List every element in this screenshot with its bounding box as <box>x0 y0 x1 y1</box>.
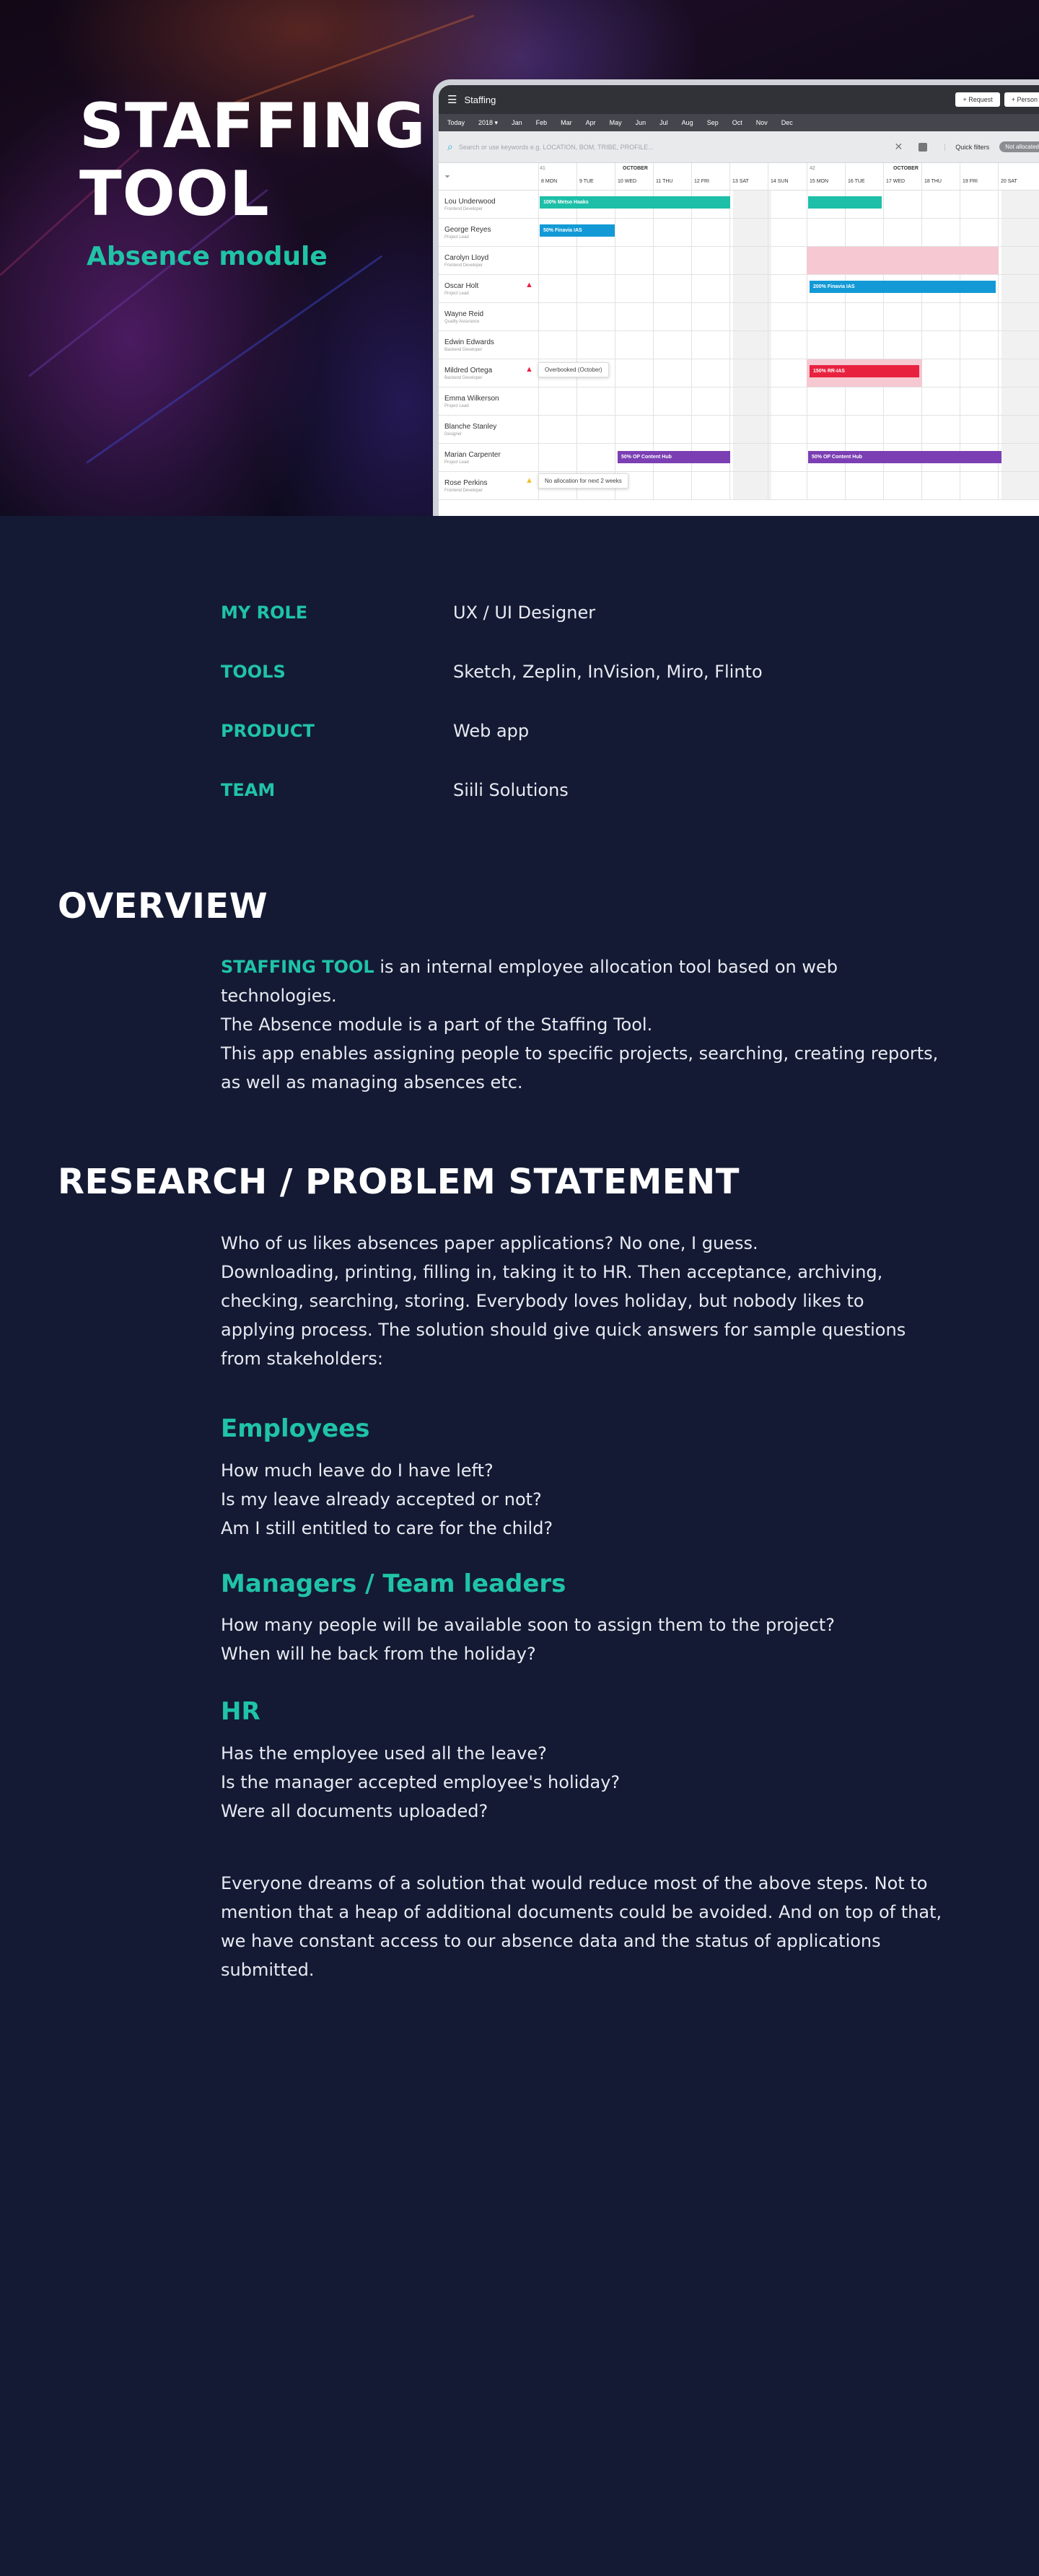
person-name: Carolyn Lloyd <box>444 254 489 262</box>
person-name: Mildred Ortega <box>444 367 493 374</box>
overview-text <box>221 952 942 1097</box>
question: Were all documents uploaded? <box>221 1801 488 1821</box>
person-role: Quality Assurance <box>444 320 480 324</box>
question: Has the employee used all the leave? <box>221 1743 547 1764</box>
month-tab[interactable]: Sep <box>706 119 719 126</box>
person-role: Project Lead <box>444 460 469 465</box>
month-tab[interactable]: Apr <box>585 119 596 126</box>
person-role: Frontend Developer <box>444 263 483 268</box>
meta-value: Sketch, Zeplin, InVision, Miro, Flinto <box>453 662 763 682</box>
day-label: 16 TUE <box>848 179 865 184</box>
day-label: 17 WED <box>886 179 906 184</box>
closing-text: Everyone dreams of a solution that would reduce most of the above steps. Not to mention that a heap of additional documents could be avoided. And on top of that, we have constant access to our absence data and the status of applications submitted. <box>221 1873 942 1980</box>
quick-filters-label: Quick filters <box>944 144 989 151</box>
hr-questions <box>221 1739 942 1826</box>
day-label: 18 THU <box>924 179 942 184</box>
question: How many people will be available soon to assign them to the project? <box>221 1615 836 1635</box>
person-name: Edwin Edwards <box>444 338 494 346</box>
project-meta <box>221 603 763 839</box>
allocation-bar[interactable]: 100% Metso Haaks <box>540 196 730 209</box>
question: How much leave do I have left? <box>221 1460 494 1481</box>
month-tab[interactable]: Jun <box>635 119 646 126</box>
research-intro <box>221 1229 942 1373</box>
overview-line: This app enables assigning people to specific projects, searching, creating reports, as well as managing absences etc. <box>221 1043 939 1092</box>
overview-line <box>221 952 942 1010</box>
month-tab[interactable]: Dec <box>781 119 793 126</box>
month-label: OCTOBER <box>893 166 919 171</box>
save-icon[interactable] <box>919 143 927 152</box>
day-label: 10 WED <box>618 179 637 184</box>
question: When will he back from the holiday? <box>221 1644 536 1664</box>
calendar-header <box>439 163 1039 190</box>
day-label: 12 FRI <box>694 179 710 184</box>
day-label: 19 FRI <box>963 179 978 184</box>
person-name: Rose Perkins <box>444 479 488 487</box>
person-name: Lou Underwood <box>444 198 496 206</box>
app-title: Staffing <box>464 94 496 105</box>
filter-icon[interactable]: ⏷ <box>444 173 450 181</box>
meta-row <box>221 780 763 839</box>
day-label: 9 TUE <box>579 179 594 184</box>
allocation-bar[interactable]: 50% OP Content Hub <box>618 451 730 463</box>
day-label: 8 MON <box>541 179 558 184</box>
table-row[interactable] <box>439 387 1039 416</box>
hero-title-line: TOOL <box>79 158 270 230</box>
year-select[interactable]: 2018 ▾ <box>478 118 499 126</box>
person-role: Backend Developer <box>444 348 483 352</box>
meta-value: UX / UI Designer <box>453 603 596 623</box>
managers-questions <box>221 1611 942 1668</box>
meta-row <box>221 721 763 780</box>
month-tab[interactable]: Jul <box>659 119 668 126</box>
person-role: Frontend Developer <box>444 489 483 493</box>
allocation-bar[interactable]: 50% OP Content Hub <box>808 451 1001 463</box>
person-role: Designer <box>444 432 462 437</box>
day-label: 11 THU <box>656 179 673 184</box>
allocation-bar[interactable] <box>808 196 882 209</box>
add-person-button[interactable]: + Person <box>1004 92 1039 107</box>
overview-heading: OVERVIEW <box>58 886 268 926</box>
person-name: George Reyes <box>444 226 491 234</box>
search-bar <box>439 131 1039 163</box>
meta-row <box>221 603 763 662</box>
month-tab[interactable]: Aug <box>681 119 693 126</box>
table-row[interactable] <box>439 444 1039 472</box>
person-name: Wayne Reid <box>444 310 484 318</box>
week-number: 41 <box>540 166 545 171</box>
table-row[interactable] <box>439 247 1039 275</box>
table-row[interactable] <box>439 472 1039 500</box>
question: Is my leave already accepted or not? <box>221 1489 542 1510</box>
table-row[interactable] <box>439 219 1039 247</box>
day-label: 14 SUN <box>771 179 789 184</box>
employees-heading: Employees <box>221 1414 370 1443</box>
allocation-bar[interactable]: 50% Finavia IAS <box>540 224 615 237</box>
warning-icon[interactable]: ▲ <box>525 476 533 485</box>
search-icon: ⌕ <box>447 141 453 152</box>
day-label: 15 MON <box>810 179 829 184</box>
hr-heading: HR <box>221 1697 260 1726</box>
meta-key: PRODUCT <box>221 721 315 741</box>
table-row[interactable] <box>439 275 1039 303</box>
app-mockup <box>433 79 1039 516</box>
search-input[interactable]: Search or use keywords e.g. LOCATION, BOM, TRIBE, PROFILE... <box>458 143 654 151</box>
warning-icon[interactable]: ▲ <box>525 281 533 289</box>
no-allocation-tooltip: No allocation for next 2 weeks <box>538 473 628 489</box>
overview-line-text: is an internal employee allocation tool based on web technologies. <box>221 957 838 1006</box>
hamburger-menu-icon[interactable]: ☰ <box>447 94 457 106</box>
allocation-bar[interactable]: 150% RR-IAS <box>810 365 919 377</box>
hero-title <box>79 92 426 228</box>
meta-value: Siili Solutions <box>453 780 569 800</box>
person-name: Oscar Holt <box>444 282 479 290</box>
research-intro-line: Who of us likes absences paper applications? No one, I guess. <box>221 1233 758 1253</box>
meta-value: Web app <box>453 721 530 741</box>
month-label: OCTOBER <box>623 166 648 171</box>
employees-questions <box>221 1456 942 1543</box>
week-number: 42 <box>810 166 815 171</box>
app-topbar <box>439 85 1039 114</box>
overbooked-tooltip: Overbooked (October) <box>538 362 609 377</box>
meta-key: TEAM <box>221 780 276 800</box>
person-name: Marian Carpenter <box>444 451 501 459</box>
light-streak <box>86 255 382 463</box>
hero-title-line: STAFFING <box>79 90 426 162</box>
today-button[interactable]: Today <box>447 119 465 126</box>
meta-key: MY ROLE <box>221 603 308 623</box>
hero-subtitle: Absence module <box>87 242 328 271</box>
question: Is the manager accepted employee's holiday? <box>221 1772 621 1792</box>
managers-heading: Managers / Team leaders <box>221 1569 566 1598</box>
month-tab[interactable]: Oct <box>732 119 742 126</box>
hero <box>0 0 1039 516</box>
warning-icon[interactable]: ▲ <box>525 365 533 374</box>
month-tab[interactable]: Jan <box>512 119 522 126</box>
request-button[interactable]: + Request <box>955 92 999 107</box>
table-row[interactable] <box>439 359 1039 387</box>
person-role: Backend Developer <box>444 376 483 380</box>
table-row[interactable] <box>439 303 1039 331</box>
product-name: STAFFING TOOL <box>221 957 374 977</box>
research-heading: RESEARCH / PROBLEM STATEMENT <box>58 1162 740 1202</box>
overview-line: The Absence module is a part of the Staffing Tool. <box>221 1015 653 1035</box>
table-row[interactable] <box>439 331 1039 359</box>
table-row[interactable] <box>439 190 1039 219</box>
table-row[interactable] <box>439 416 1039 444</box>
month-tab[interactable]: May <box>609 119 622 126</box>
allocation-bar[interactable]: 200% Finavia IAS <box>810 281 996 293</box>
person-role: Project Lead <box>444 292 469 296</box>
month-tab[interactable]: Nov <box>755 119 768 126</box>
month-tab[interactable]: Feb <box>535 119 548 126</box>
person-role: Frontend Developer <box>444 207 483 211</box>
person-name: Blanche Stanley <box>444 423 497 431</box>
clear-icon[interactable]: ✕ <box>894 141 903 152</box>
day-label: 20 SAT <box>1001 179 1017 184</box>
research-intro-line: Downloading, printing, filling in, taking it to HR. Then acceptance, archiving, checking, searching, storing. Everybody loves holiday, but nobody likes to applying process. The solution should give quick answers for sample questions from stakeholders: <box>221 1262 906 1369</box>
person-role: Project Lead <box>444 235 469 240</box>
month-bar <box>439 114 1039 131</box>
meta-row <box>221 662 763 721</box>
meta-key: TOOLS <box>221 662 286 682</box>
person-name: Emma Wilkerson <box>444 395 499 403</box>
not-allocated-filter[interactable]: Not allocated <box>999 141 1039 152</box>
schedule-grid <box>439 163 1039 500</box>
person-role: Project Lead <box>444 404 469 408</box>
question: Am I still entitled to care for the child? <box>221 1518 553 1538</box>
day-label: 13 SAT <box>732 179 749 184</box>
page-spacer <box>0 516 1 2576</box>
month-tab[interactable]: Mar <box>561 119 572 126</box>
